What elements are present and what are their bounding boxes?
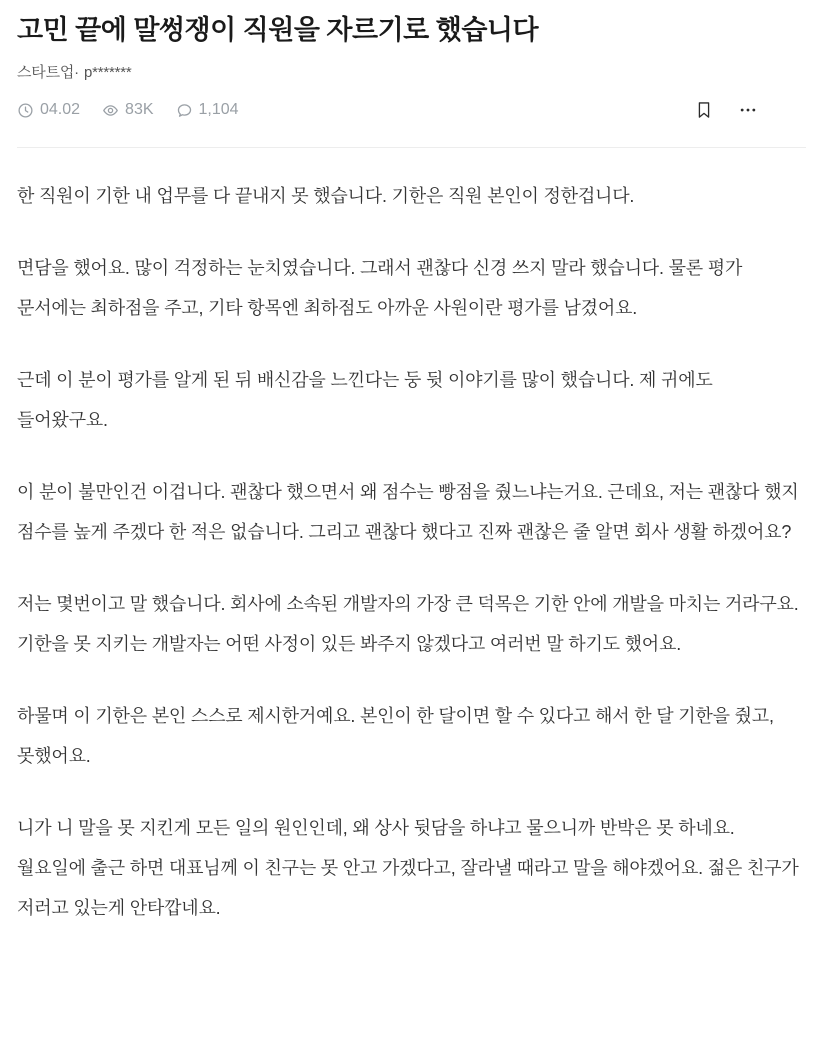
- author-name: p*******: [83, 64, 132, 81]
- view-count-value: 83K: [125, 101, 154, 118]
- bookmark-icon: [694, 100, 714, 120]
- header-divider: [17, 147, 806, 148]
- post-paragraph: 근데 이 분이 평가를 알게 된 뒤 배신감을 느낀다는 둥 뒷 이야기를 많이 했습니다. 제 귀에도 들어왔구요.: [17, 370, 713, 430]
- post-paragraph: 니가 니 말을 못 지킨게 모든 일의 원인인데, 왜 상사 뒷담을 하냐고 물으니까 반박은 못 하네요. 월요일에 출근 하면 대표님께 이 친구는 못 안고 가겠다고, 잘라낼 때라고 말을 해야겠어요. 젊은 친구가 저러고 있는게 안타깝네요.: [17, 818, 799, 918]
- post-title: 고민 끝에 말썽쟁이 직원을 자르기로 했습니다: [17, 15, 539, 45]
- comment-count[interactable]: [176, 101, 239, 119]
- post-paragraph: 면담을 했어요. 많이 걱정하는 눈치였습니다. 그래서 괜찮다 신경 쓰지 말라 했습니다. 물론 평가 문서에는 최하점을 주고, 기타 항목엔 최하점도 아까운 사원이란 평가를 남겼어요.: [17, 258, 743, 318]
- comment-count-value: 1,104: [198, 101, 239, 118]
- post-date: [17, 101, 80, 119]
- byline: [17, 64, 806, 82]
- more-button[interactable]: [738, 100, 758, 120]
- post-paragraph: 하물며 이 기한은 본인 스스로 제시한거예요. 본인이 한 달이면 할 수 있다고 해서 한 달 기한을 줬고, 못했어요.: [17, 706, 774, 766]
- company-name: 스타트업: [17, 64, 75, 81]
- more-icon: [738, 100, 758, 120]
- post-page: [0, 12, 823, 1051]
- post-date-value: 04.02: [40, 101, 81, 118]
- meta-row: [17, 100, 806, 120]
- post-paragraph: 이 분이 불만인건 이겁니다. 괜찮다 했으면서 왜 점수는 빵점을 줬느냐는거요. 근데요, 저는 괜찮다 했지 점수를 높게 주겠다 한 적은 없습니다. 그리고 괜찮다 했다고 진짜 괜찮은 줄 알면 회사 생활 하겠어요?: [17, 482, 799, 542]
- post-paragraph: 한 직원이 기한 내 업무를 다 끝내지 못 했습니다. 기한은 직원 본인이 정한겁니다.: [17, 186, 635, 206]
- post-actions: [694, 100, 758, 120]
- post-paragraph: 저는 몇번이고 말 했습니다. 회사에 소속된 개발자의 가장 큰 덕목은 기한 안에 개발을 마치는 거라구요. 기한을 못 지키는 개발자는 어떤 사정이 있든 봐주지 않겠다고 여러번 말 하기도 했어요.: [17, 594, 799, 654]
- post-body: [17, 176, 806, 948]
- comment-icon: [176, 102, 193, 119]
- post-header: [17, 12, 806, 120]
- byline-separator: ·: [74, 64, 79, 81]
- view-count: [102, 101, 153, 119]
- meta-stats: [17, 101, 239, 119]
- clock-icon: [17, 102, 34, 119]
- eye-icon: [102, 102, 119, 119]
- bookmark-button[interactable]: [694, 100, 714, 120]
